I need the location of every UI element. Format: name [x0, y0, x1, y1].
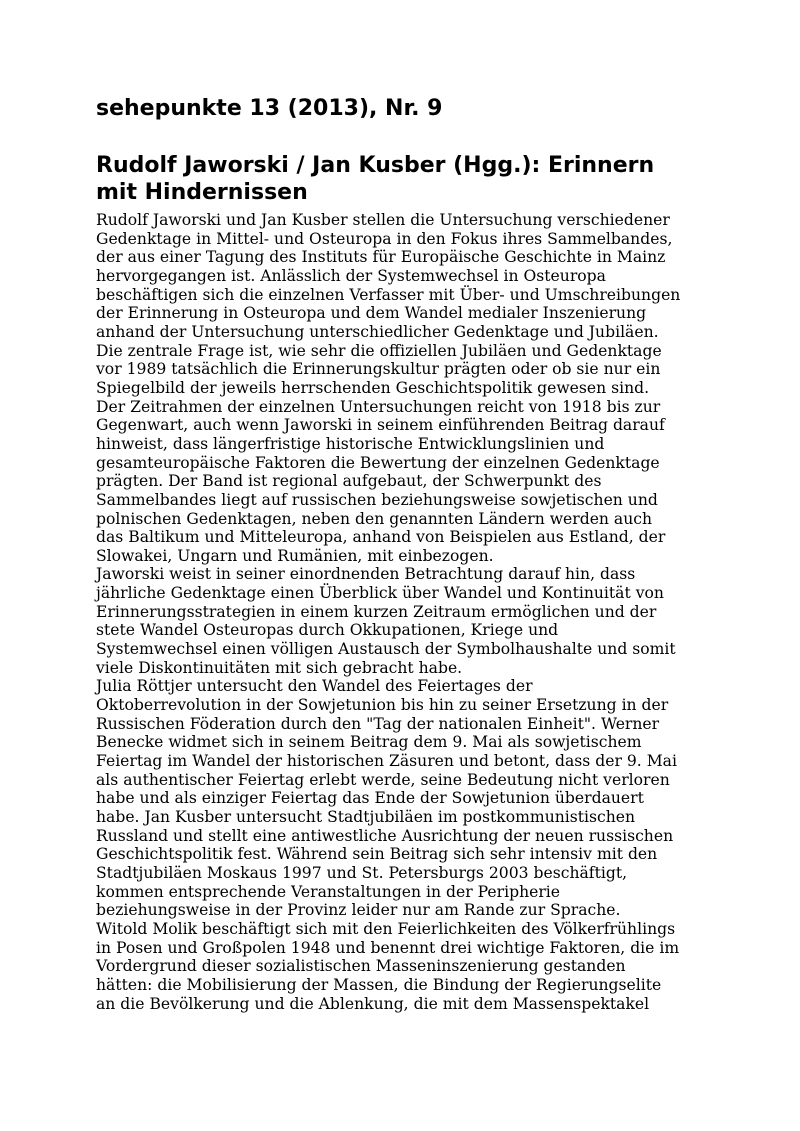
body-text-line: Geschichtspolitik fest. Während sein Beitrag sich sehr intensiv mit den — [96, 845, 658, 864]
body-text-line: habe. Jan Kusber untersucht Stadtjubiläen im postkommunistischen — [96, 808, 636, 826]
body-text-line: habe und als einziger Feiertag das Ende der Sowjetunion überdauert — [96, 789, 644, 808]
review-body — [96, 211, 716, 1013]
body-text-line: Jaworski weist in seiner einordnenden Betrachtung darauf hin, dass — [96, 565, 636, 584]
body-text-line: Stadtjubiläen Moskaus 1997 und St. Petersburgs 2003 beschäftigt, — [96, 863, 628, 882]
body-text-line: beziehungsweise in der Provinz leider nur am Rande zur Sprache. — [96, 901, 621, 920]
body-text-line: Gegenwart, auch wenn Jaworski in seinem einführenden Beitrag darauf — [96, 416, 665, 435]
body-text-line: prägten. Der Band ist regional aufgebaut, der Schwerpunkt des — [96, 472, 602, 491]
body-text-line: Russischen Föderation durch den "Tag der nationalen Einheit". Werner — [96, 714, 660, 733]
body-text-line: Gedenktage in Mittel- und Osteuropa in den Fokus ihres Sammelbandes, — [96, 229, 673, 248]
body-text-line: anhand der Untersuchung unterschiedlicher Gedenktage und Jubiläen. — [96, 322, 659, 341]
body-text-line: Witold Molik beschäftigt sich mit den Feierlichkeiten des Völkerfrühlings — [96, 919, 676, 938]
body-text-line: als authentischer Feiertag erlebt werde, seine Bedeutung nicht verloren — [96, 770, 670, 789]
body-text-line: das Baltikum und Mitteleuropa, anhand von Beispielen aus Estland, der — [96, 528, 666, 547]
body-text-line: vor 1989 tatsächlich die Erinnerungskultur prägten oder ob sie nur ein — [96, 360, 661, 379]
document-page — [96, 94, 716, 1013]
body-text-line: der Erinnerung in Osteuropa und dem Wandel medialer Inszenierung — [96, 304, 647, 323]
body-text-line: Der Zeitrahmen der einzelnen Untersuchungen reicht von 1918 bis zur — [96, 397, 661, 416]
body-text-line: kommen entsprechende Veranstaltungen in der Peripherie — [96, 882, 561, 901]
body-text-line: polnischen Gedenktagen, neben den genannten Ländern werden auch — [96, 509, 653, 528]
body-text-line: in Posen und Großpolen 1948 und benennt drei wichtige Faktoren, die im — [96, 938, 680, 957]
body-text-line: Spiegelbild der jeweils herrschenden Geschichtspolitik gewesen sind. — [96, 378, 650, 397]
body-text-line: Systemwechsel einen völligen Austausch der Symbolhaushalte und somit — [96, 640, 676, 659]
body-text-line: Slowakei, Ungarn und Rumänien, mit einbezogen. — [96, 546, 494, 565]
body-text-line: Erinnerungsstrategien in einem kurzen Zeitraum ermöglichen und der — [96, 602, 657, 621]
review-title-line: Rudolf Jaworski / Jan Kusber (Hgg.): Erinnern — [96, 153, 655, 178]
body-text-line: stete Wandel Osteuropas durch Okkupationen, Kriege und — [96, 621, 559, 640]
body-text-line: Feiertag im Wandel der historischen Zäsuren und betont, dass der 9. Mai — [96, 752, 677, 771]
body-text-line: Russland und stellt eine antiwestliche Ausrichtung der neuen russischen — [96, 826, 674, 845]
body-text-line: Benecke widmet sich in seinem Beitrag dem 9. Mai als sowjetischem — [96, 733, 642, 752]
review-title-line: mit Hindernissen — [96, 180, 308, 205]
body-text-line: Oktoberrevolution in der Sowjetunion bis hin zu seiner Ersetzung in der — [96, 696, 669, 715]
review-title — [96, 152, 716, 206]
body-text-line: hinweist, dass längerfristige historische Entwicklungslinien und — [96, 434, 605, 453]
journal-header: sehepunkte 13 (2013), Nr. 9 — [96, 96, 443, 121]
body-text-line: Julia Röttjer untersucht den Wandel des Feiertages der — [96, 677, 533, 696]
body-text-line: Rudolf Jaworski und Jan Kusber stellen die Untersuchung verschiedener — [96, 211, 670, 229]
body-text-line: der aus einer Tagung des Instituts für Europäische Geschichte in Mainz — [96, 248, 666, 267]
body-text-line: hätten: die Mobilisierung der Massen, die Bindung der Regierungselite — [96, 975, 662, 994]
body-text-line: Sammelbandes liegt auf russischen beziehungsweise sowjetischen und — [96, 490, 658, 509]
body-text-line: Die zentrale Frage ist, wie sehr die offiziellen Jubiläen und Gedenktage — [96, 341, 662, 360]
body-text-line: beschäftigen sich die einzelnen Verfasser mit Über- und Umschreibungen — [96, 285, 681, 304]
body-text-line: an die Bevölkerung und die Ablenkung, die mit dem Massenspektakel — [96, 994, 650, 1013]
body-text-line: Vordergrund dieser sozialistischen Masseninszenierung gestanden — [96, 957, 626, 976]
body-text-line: jährliche Gedenktage einen Überblick über Wandel und Kontinuität von — [96, 584, 664, 603]
body-text-line: gesamteuropäische Faktoren die Bewertung der einzelnen Gedenktage — [96, 453, 660, 472]
body-text-line: viele Diskontinuitäten mit sich gebracht habe. — [96, 658, 463, 677]
body-text-line: hervorgegangen ist. Anlässlich der Systemwechsel in Osteuropa — [96, 266, 606, 285]
